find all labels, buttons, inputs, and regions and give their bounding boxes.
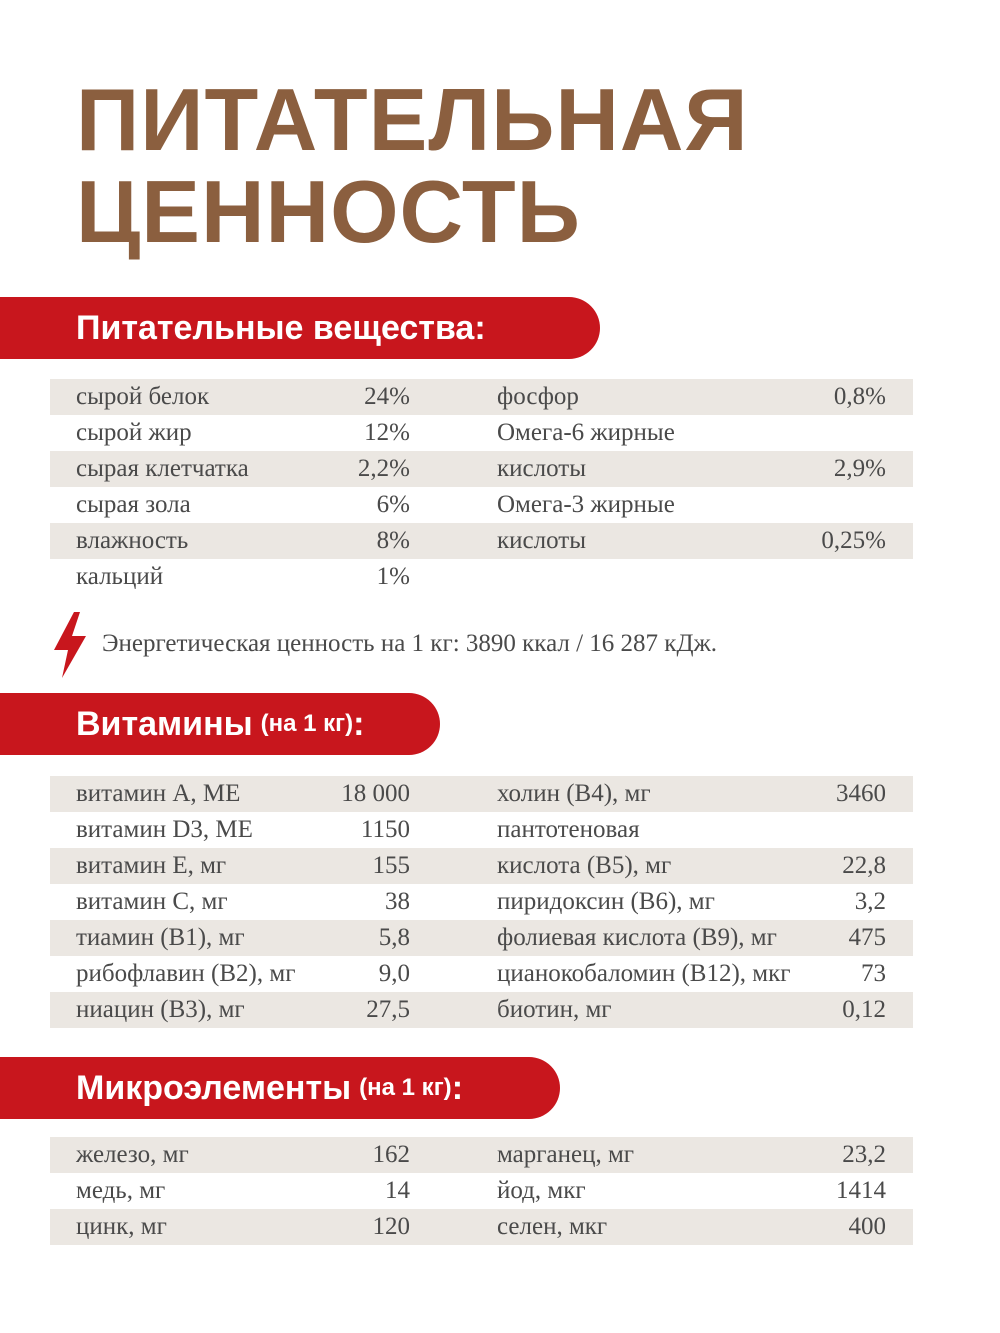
table-row [50,1209,913,1245]
nutrients-heading: Питательные вещества: [76,308,486,347]
table-row [50,884,913,920]
row-right-value: 73 [861,960,886,987]
row-left-name: витамин Е, мг [76,852,227,879]
row-left-name: витамин А, МЕ [76,780,241,807]
row-right-name: марганец, мг [497,1141,635,1168]
vitamins-heading-banner [0,693,440,755]
row-left-value: 1150 [360,816,410,843]
vitamins-heading-colon: : [353,704,365,743]
row-left-name: сырая зола [76,491,191,518]
row-right-name: пиридоксин (В6), мг [497,888,715,915]
microelements-heading-colon: : [451,1068,464,1107]
row-left-value: 9,0 [378,960,410,987]
table-row [50,992,913,1028]
page-title-line-1: ПИТАТЕЛЬНАЯ [76,70,749,169]
row-left-name: кальций [76,563,164,590]
microelements-heading-banner [0,1057,560,1119]
table-row [50,451,913,487]
table-row [50,776,913,812]
row-right-value: 0,8% [833,383,886,410]
row-left-value: 6% [376,491,410,518]
table-row [50,523,913,559]
row-right-name: кислота (В5), мг [497,852,672,879]
row-left-name: ниацин (В3), мг [76,996,245,1023]
table-row [50,1137,913,1173]
table-row [50,848,913,884]
row-left-value: 12% [364,419,410,446]
row-left-name: витамин D3, МЕ [76,816,253,843]
row-left-value: 155 [372,852,410,879]
page-title [76,70,749,261]
row-left-name: сырая клетчатка [76,455,249,482]
microelements-heading-note: (на 1 кг) [359,1074,452,1101]
row-left-value: 8% [376,527,410,554]
row-right-value: 2,9% [833,455,886,482]
row-right-value: 23,2 [842,1141,886,1168]
row-left-name: сырой белок [76,383,210,410]
row-right-value: 475 [848,924,886,951]
row-right-value: 400 [848,1213,886,1240]
table-row [50,812,913,848]
row-left-value: 5,8 [378,924,410,951]
nutrients-heading-banner [0,297,600,359]
row-right-name: йод, мкг [497,1177,586,1204]
row-right-name: биотин, мг [497,996,612,1023]
row-left-name: железо, мг [76,1141,189,1168]
row-right-name: фосфор [497,383,579,410]
microelements-table [50,1137,913,1245]
table-row [50,920,913,956]
row-right-value: 0,12 [842,996,886,1023]
row-left-value: 120 [372,1213,410,1240]
energy-value [52,612,952,678]
row-left-value: 38 [385,888,410,915]
table-row [50,1173,913,1209]
vitamins-table [50,776,913,1028]
row-right-name: цианокобаломин (В12), мкг [497,960,791,987]
row-left-name: тиамин (В1), мг [76,924,245,951]
row-right-value: 3460 [836,780,886,807]
row-right-value: 22,8 [842,852,886,879]
nutrients-table [50,379,913,595]
table-row [50,487,913,523]
row-left-name: влажность [76,527,189,554]
table-row [50,559,913,595]
table-row [50,379,913,415]
lightning-bolt-icon [52,612,88,678]
row-left-value: 162 [372,1141,410,1168]
row-right-name: фолиевая кислота (В9), мг [497,924,777,951]
row-left-value: 27,5 [366,996,410,1023]
row-right-name: селен, мкг [497,1213,608,1240]
microelements-heading: Микроэлементы [76,1068,352,1107]
row-right-value: 1414 [836,1177,886,1204]
row-left-name: витамин С, мг [76,888,228,915]
row-left-value: 1% [376,563,410,590]
row-left-name: цинк, мг [76,1213,167,1240]
row-right-name: Омега-3 жирные [497,491,675,518]
row-right-name: Омега-6 жирные [497,419,675,446]
row-right-name: кислоты [497,455,586,482]
row-right-name: кислоты [497,527,586,554]
row-left-value: 24% [364,383,410,410]
page-title-line-2: ЦЕННОСТЬ [76,162,581,261]
row-left-value: 14 [385,1177,410,1204]
table-row [50,415,913,451]
row-right-name: пантотеновая [497,816,640,843]
row-left-name: сырой жир [76,419,192,446]
table-row [50,956,913,992]
row-right-value: 0,25% [821,527,886,554]
vitamins-heading: Витамины [76,704,253,743]
row-left-value: 2,2% [357,455,410,482]
energy-text: Энергетическая ценность на 1 кг: 3890 ккал / 16 287 кДж. [102,630,718,657]
row-left-name: медь, мг [76,1177,166,1204]
row-right-value: 3,2 [854,888,886,915]
vitamins-heading-note: (на 1 кг) [260,710,354,737]
row-right-name: холин (В4), мг [497,780,651,807]
row-left-name: рибофлавин (В2), мг [76,960,296,987]
row-left-value: 18 000 [341,780,410,807]
